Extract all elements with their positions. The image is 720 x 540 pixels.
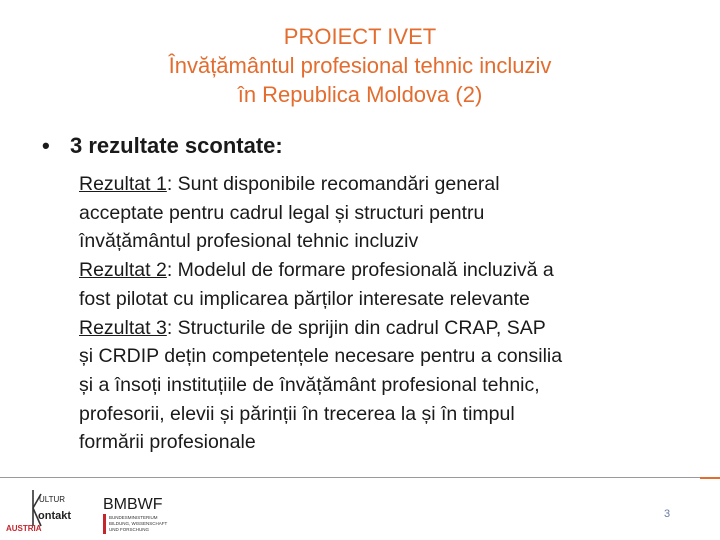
- result-text: formării profesionale: [79, 431, 256, 454]
- logo-bm-stripe: [103, 514, 106, 534]
- title-line-2: Învățământul profesional tehnic incluziv: [168, 53, 552, 78]
- bullet-text: 3 rezultate scontate:: [70, 133, 283, 158]
- result-label: Rezultat 3: [79, 316, 167, 339]
- slide-title: [60, 22, 660, 109]
- result-label: Rezultat 2: [79, 259, 167, 282]
- result-text: și CRDIP dețin competențele necesare pentru a consilia: [79, 345, 563, 368]
- result-text: învățământul profesional tehnic incluziv: [79, 230, 419, 253]
- result-text: : Sunt disponibile recomandări general: [166, 173, 500, 195]
- result-text: : Structurile de sprijin din cadrul CRAP, SAP: [166, 316, 546, 339]
- result-item-2: [79, 256, 699, 313]
- bullet-heading: [42, 133, 283, 159]
- logo-bm-sub1: BUNDESMINISTERIUM: [109, 515, 158, 520]
- results-list: [79, 170, 699, 457]
- title-line-1: PROIECT IVET: [283, 24, 437, 49]
- bmbwf-logo: [100, 490, 200, 536]
- title-line-3: în Republica Moldova (2): [237, 82, 483, 107]
- result-item-3: [79, 314, 699, 458]
- kulturkontakt-logo: [6, 488, 88, 534]
- bullet-dot-icon: •: [42, 133, 50, 158]
- logo-kk-line2: ontakt: [38, 510, 71, 522]
- logo-bm-sub3: UND FORSCHUNG: [109, 527, 149, 532]
- page-number: 3: [664, 508, 671, 520]
- logo-bm-name: BMBWF: [103, 496, 163, 513]
- result-text: și a însoți instituțiile de învățământ profesional tehnic,: [79, 373, 540, 396]
- logo-kk-line1: ULTUR: [39, 495, 66, 504]
- result-text: profesorii, elevii și părinții în trecerea la și în timpul: [79, 402, 515, 425]
- logo-bm-sub2: BILDUNG, WISSENSCHAFT: [109, 521, 168, 526]
- result-text: : Modelul de formare profesională incluzivă a: [166, 259, 554, 282]
- result-text: acceptate pentru cadrul legal și structuri pentru: [79, 201, 485, 224]
- logo-kk-line3: AUSTRIA: [6, 524, 42, 533]
- result-label: Rezultat 1: [79, 173, 167, 195]
- footer-accent: [700, 477, 720, 479]
- result-text: fost pilotat cu implicarea părților interesate relevante: [79, 287, 530, 310]
- footer-divider: [0, 477, 720, 478]
- result-item-1: [79, 170, 699, 256]
